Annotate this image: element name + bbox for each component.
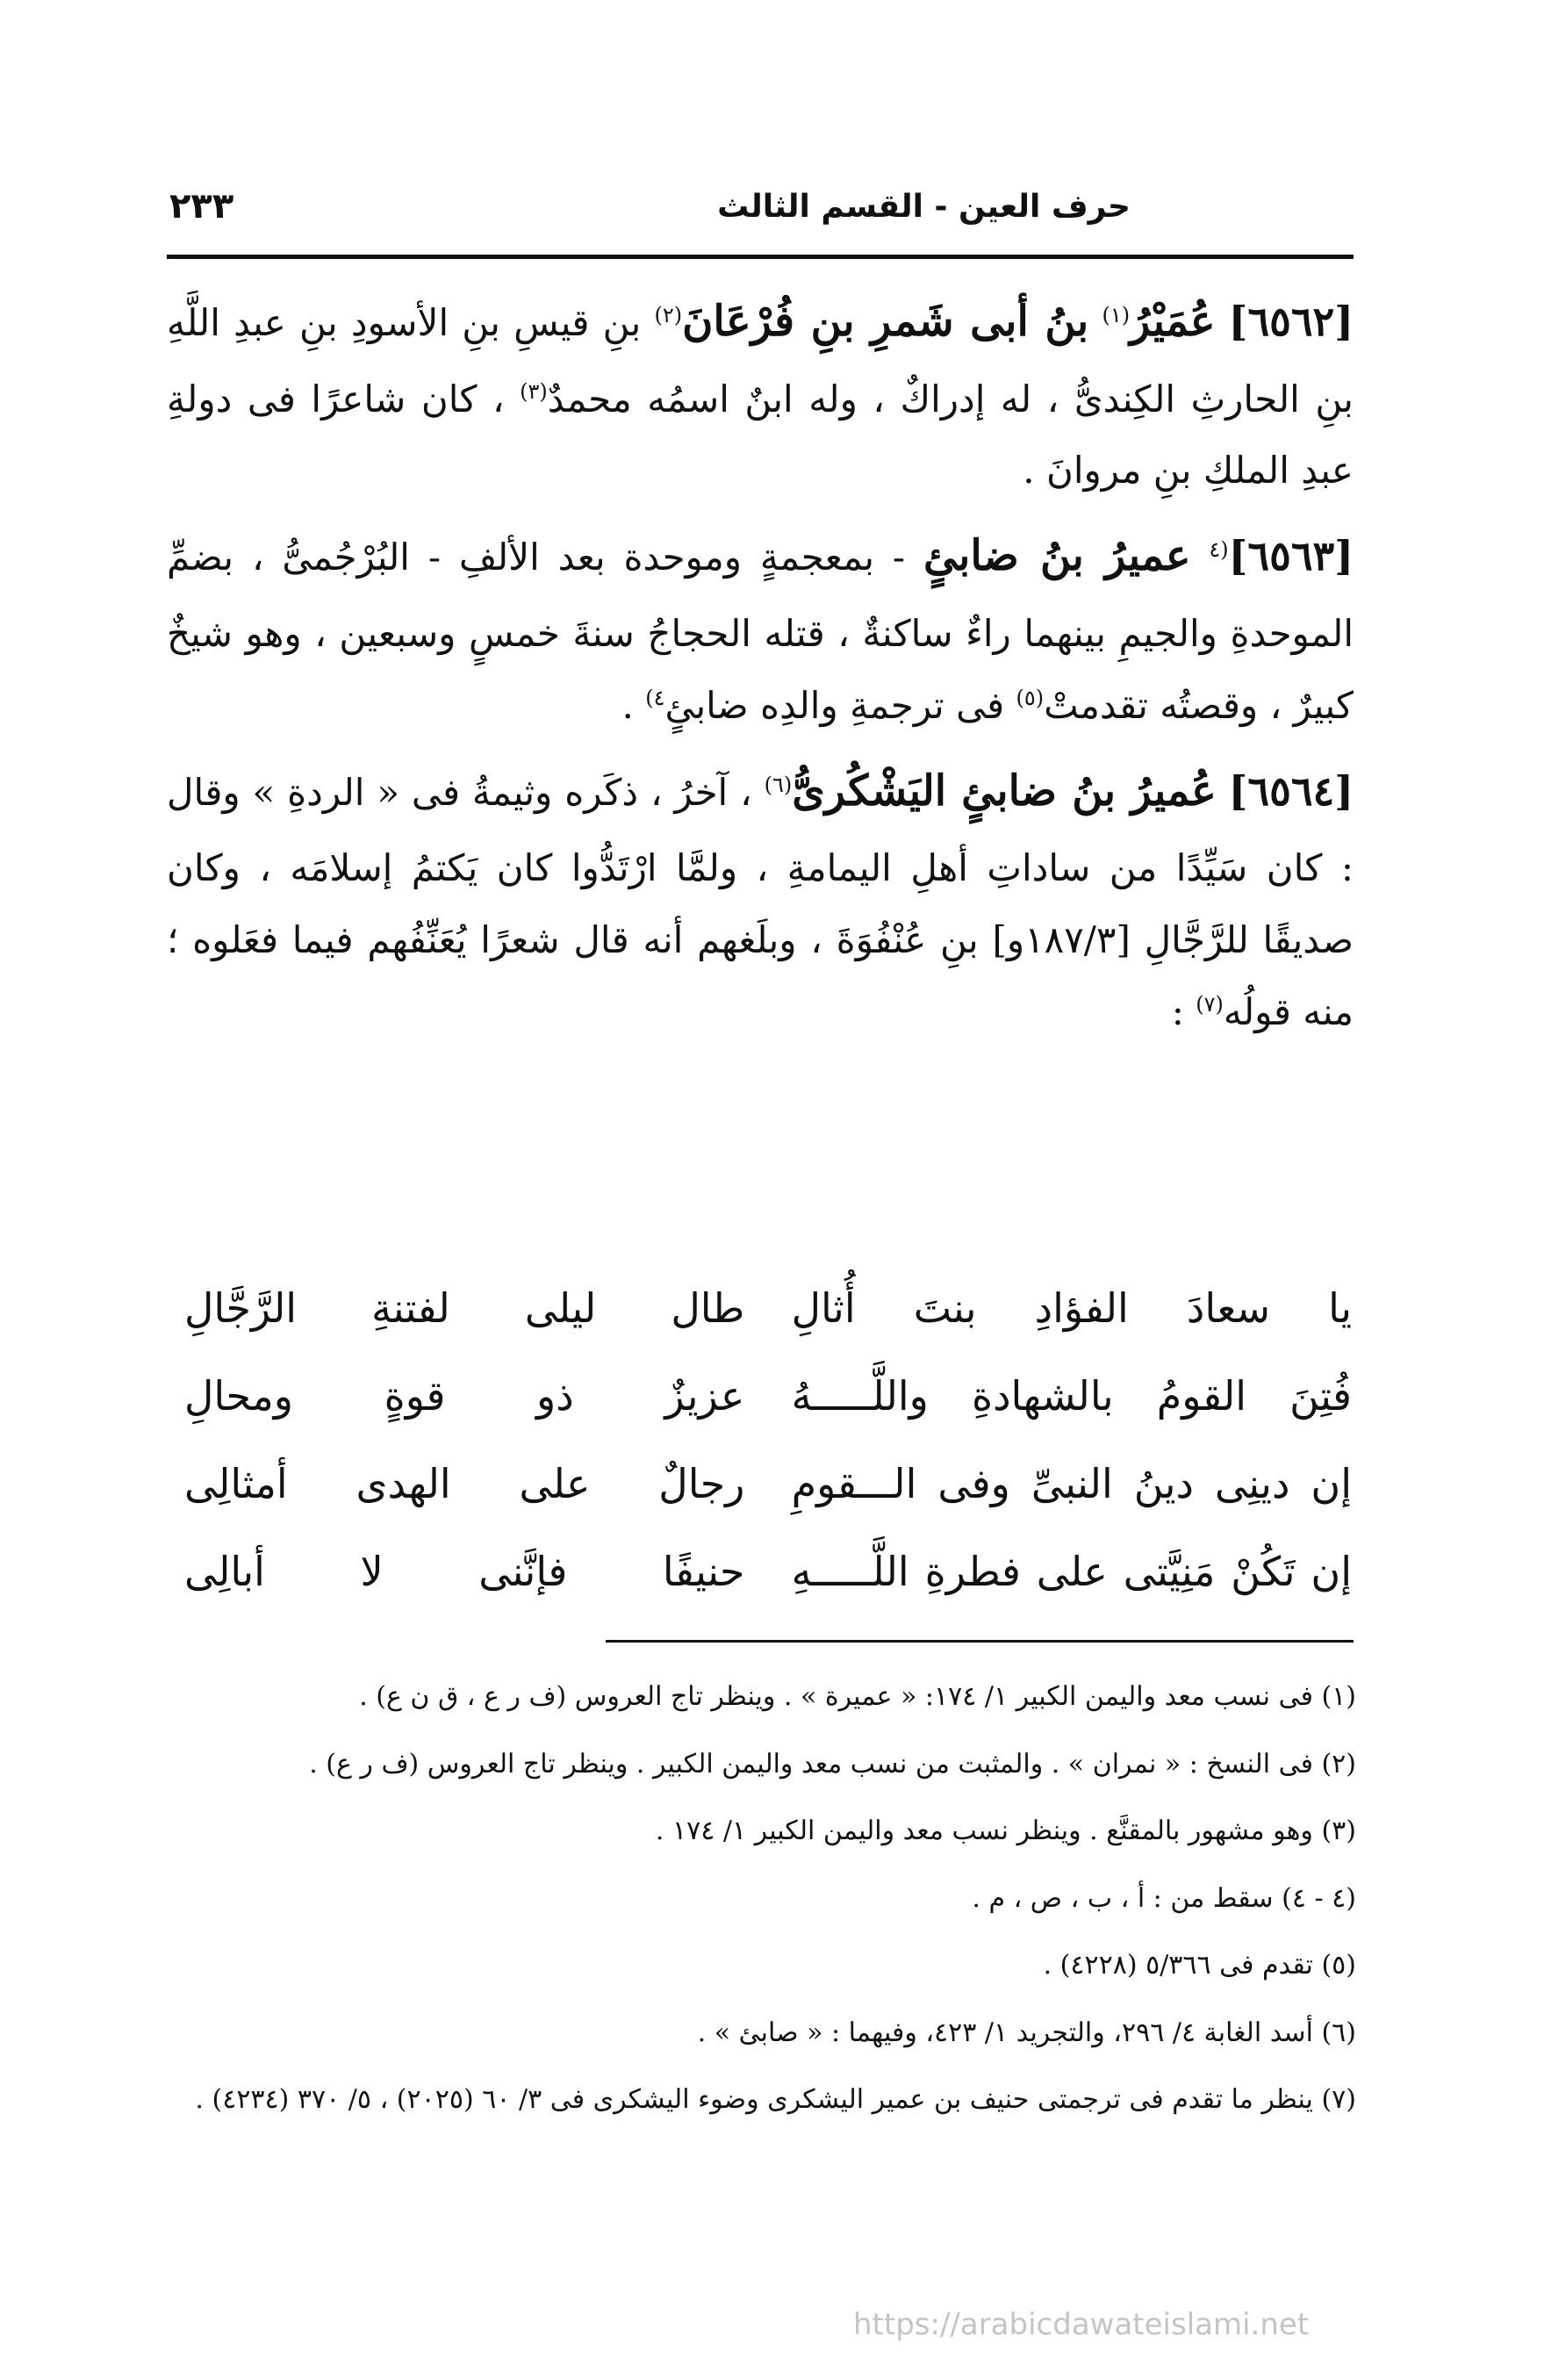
footnote-marker: (١) <box>1102 303 1131 327</box>
footnote-marker: (٤ <box>1209 537 1229 563</box>
footnote-marker: (٣) <box>520 378 548 404</box>
entry-text: فى ترجمةِ والدِه ضابئٍ <box>664 683 1005 727</box>
page-number: ٢٣٣ <box>169 186 234 226</box>
footnote-1: (١) فى نسب معد واليمن الكبير ١/ ١٧٤: « عميرة » . وينظر تاج العروس (ف ر ع ، ق ن ع) . <box>359 1681 1356 1712</box>
entry-lineage: بنُ أبى شَمرِ بنِ فُرْعَانَ <box>682 297 1089 346</box>
hemistich-second: رجالٌ على الهدى أمثالِى <box>184 1460 745 1507</box>
entry-text: : <box>1171 990 1184 1034</box>
entry-name: عُميرُ بنُ ضابئٍ اليَشْكُرىُّ <box>792 766 1217 816</box>
footnotes <box>158 1664 1356 2134</box>
poem-line <box>184 1440 1352 1528</box>
footnote-marker: (٢) <box>654 303 683 327</box>
footnote-2: (٢) فى النسخ : « نمران » . والمثبت من نسب معد واليمن الكبير . وينظر تاج العروس (ف ر ع) . <box>309 1748 1356 1780</box>
entry-name: عميرُ بنُ ضابئٍ <box>923 531 1191 581</box>
watermark-url: https://arabicdawateislami.net <box>853 2307 1310 2342</box>
running-title: حرف العين - القسم الثالث <box>717 188 1131 225</box>
entry-6564 <box>167 751 1354 1048</box>
poem-line <box>184 1352 1352 1440</box>
footnote-5: (٥) تقدم فى ٥/٣٦٦ (٤٢٢٨) . <box>1043 1950 1356 1981</box>
entry-id: [٦٥٦٣] <box>1228 532 1354 580</box>
footnote-marker: (٦) <box>764 772 793 797</box>
header-rule <box>167 255 1354 259</box>
hemistich-first: يا سعادَ الفؤادِ بنتَ أُثالِ <box>791 1284 1352 1332</box>
entry-6562 <box>167 281 1354 507</box>
footnote-marker: (٧) <box>1196 992 1224 1017</box>
entry-name: عُمَيْرُ <box>1130 297 1216 346</box>
entry-text: بنِ قيسِ بنِ الأسودِ بنِ عبدِ اللَّهِ بنِ الحارثِ الكِندىُّ ، له إدراكٌ ، وله ابنٌ اسمُه محمدٌ <box>167 301 1354 421</box>
page-header <box>169 180 1354 233</box>
footnote-3: (٣) وهو مشهور بالمقنَّع . وينظر نسب معد واليمن الكبير ١/ ١٧٤ . <box>655 1816 1356 1846</box>
hemistich-second: طال ليلى لفتنةِ الرَّجَّالِ <box>184 1284 745 1332</box>
entry-text: - بمعجمةٍ وموحدة بعد الألفِ - البُرْجُمىُّ ، بضمِّ الموحدةِ والجيمِ بينهما راءٌ ساكنةٌ ، قتله الحجاجُ سنةَ خمسٍ وسبعين ، وهو شيخٌ كبيرٌ ، وقصتُه تقدمتْ <box>167 536 1354 727</box>
footnote-marker: (٥) <box>1016 685 1045 710</box>
footnote-4: (٤ - ٤) سقط من : أ ، ب ، ص ، م . <box>972 1882 1356 1914</box>
poem <box>184 1264 1352 1615</box>
footnote-marker: ٤) <box>645 685 665 710</box>
entry-text: ، آخرُ ، ذكَره وثيمةُ فى « الردةِ » وقال : كان سَيِّدًا من ساداتِ أهلِ اليمامةِ ، ولمَّا ارْتَدُّوا كان يَكتمُ إسلامَه ، وكان صديقًا للرَّجَّالِ <box>167 770 1354 962</box>
entry-id: [٦٥٦٤] <box>1228 766 1354 815</box>
page-reference: [١٨٧/٣و] <box>992 918 1131 962</box>
footnote-6: (٦) أسد الغابة ٤/ ٢٩٦، والتجريد ١/ ٤٢٣، وفيهما : « صابئ » . <box>697 2017 1356 2048</box>
footnote-7: (٧) ينظر ما تقدم فى ترجمتى حنيف بن عمير اليشكرى وضوء اليشكرى فى ٣/ ٦٠ (٢٠٢٥) ، ٥/ ٣٧٠ (٤٢٣٤) . <box>195 2084 1356 2115</box>
main-text <box>167 281 1354 1057</box>
hemistich-first: إن تَكُنْ مَنِيَّتى على فطرةِ اللَّـــــهِ <box>791 1548 1352 1595</box>
poem-line <box>184 1264 1352 1352</box>
hemistich-second: عزيزٌ ذو قوةٍ ومحالِ <box>184 1372 745 1420</box>
entry-text: . <box>621 683 634 727</box>
hemistich-first: إن دينِى دينُ النبىِّ وفى الـــقومِ <box>791 1460 1352 1507</box>
entry-6563 <box>167 515 1354 741</box>
entry-text: ، كان شاعرًا فى دولةِ عبدِ الملكِ بنِ مروانَ . <box>167 377 1354 493</box>
entry-text: بنِ عُنْفُوَةَ ، وبلَغهم أنه قال شعرًا يُعَنِّفُهم فيما فعَلوه ؛ منه قولُه <box>167 918 1354 1034</box>
footnote-rule <box>606 1640 1354 1643</box>
entry-id: [٦٥٦٢] <box>1228 298 1354 345</box>
poem-line <box>184 1528 1352 1615</box>
hemistich-second: حنيفًا فإنَّنى لا أبالِى <box>184 1548 745 1595</box>
hemistich-first: فُتِنَ القومُ بالشهادةِ واللَّـــــهُ <box>791 1372 1352 1420</box>
